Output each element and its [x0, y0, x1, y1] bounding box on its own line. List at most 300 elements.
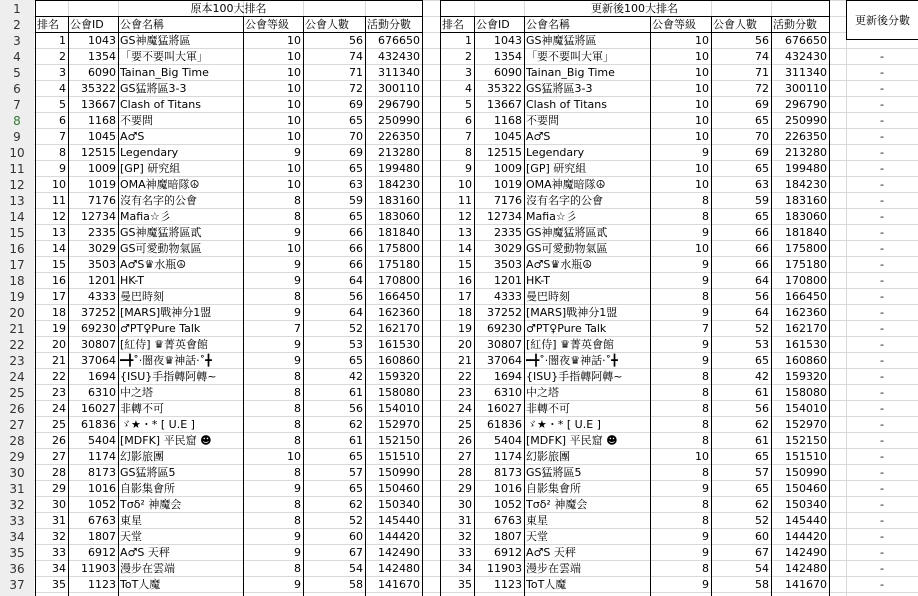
updated-score-cell[interactable]: - — [880, 306, 884, 319]
cell-event-score[interactable]: 161530 — [785, 338, 827, 351]
cell-rank[interactable]: 1 — [465, 34, 472, 47]
cell-guild-name[interactable]: 漫步在雲端 — [526, 562, 581, 575]
cell-guild-name[interactable]: GS神魔猛將區貳 — [120, 226, 202, 239]
cell-guild-name[interactable]: A♂S 天秤 — [120, 546, 170, 559]
cell-guild-level[interactable]: 10 — [695, 98, 709, 111]
updated-score-cell[interactable]: - — [880, 514, 884, 527]
updated-score-cell[interactable]: - — [880, 322, 884, 335]
cell-rank[interactable]: 14 — [458, 242, 472, 255]
cell-rank[interactable]: 13 — [458, 226, 472, 239]
cell-guild-level[interactable]: 9 — [702, 546, 709, 559]
cell-guild-id[interactable]: 1123 — [88, 578, 116, 591]
cell-guild-members[interactable]: 66 — [349, 226, 363, 239]
cell-guild-level[interactable]: 9 — [294, 306, 301, 319]
cell-guild-level[interactable]: 10 — [287, 242, 301, 255]
cell-event-score[interactable]: 152150 — [378, 434, 420, 447]
cell-guild-name[interactable]: Legendary — [526, 146, 585, 159]
cell-guild-name[interactable]: GS神魔猛將區 — [120, 34, 191, 47]
cell-guild-name[interactable]: Tainan_Big Time — [120, 66, 209, 79]
cell-guild-members[interactable]: 66 — [755, 226, 769, 239]
cell-guild-name[interactable]: GS神魔猛將區貳 — [526, 226, 608, 239]
cell-guild-members[interactable]: 66 — [755, 258, 769, 271]
cell-guild-members[interactable]: 58 — [755, 578, 769, 591]
cell-rank[interactable]: 32 — [458, 530, 472, 543]
cell-guild-members[interactable]: 61 — [755, 386, 769, 399]
cell-guild-id[interactable]: 6090 — [494, 66, 522, 79]
cell-rank[interactable]: 34 — [52, 562, 66, 575]
cell-guild-members[interactable]: 42 — [755, 370, 769, 383]
cell-rank[interactable]: 15 — [52, 258, 66, 271]
cell-guild-id[interactable]: 1201 — [88, 274, 116, 287]
cell-guild-members[interactable]: 59 — [349, 194, 363, 207]
cell-guild-level[interactable]: 8 — [702, 370, 709, 383]
cell-event-score[interactable]: 144420 — [785, 530, 827, 543]
cell-guild-id[interactable]: 1354 — [494, 50, 522, 63]
cell-guild-name[interactable]: 幻影旅團 — [120, 450, 164, 463]
updated-score-cell[interactable]: - — [880, 402, 884, 415]
cell-guild-members[interactable]: 52 — [349, 514, 363, 527]
cell-event-score[interactable]: 151510 — [785, 450, 827, 463]
cell-rank[interactable]: 1 — [59, 34, 66, 47]
cell-guild-level[interactable]: 10 — [287, 66, 301, 79]
cell-guild-name[interactable]: 自影集會所 — [120, 482, 175, 495]
cell-event-score[interactable]: 183160 — [785, 194, 827, 207]
cell-event-score[interactable]: 184230 — [378, 178, 420, 191]
cell-guild-members[interactable]: 66 — [349, 242, 363, 255]
updated-score-cell[interactable]: - — [880, 546, 884, 559]
cell-guild-id[interactable]: 35322 — [81, 82, 116, 95]
cell-guild-level[interactable]: 10 — [287, 114, 301, 127]
cell-guild-id[interactable]: 1201 — [494, 274, 522, 287]
cell-guild-name[interactable]: ToT人魔 — [120, 578, 161, 591]
header-guild-level[interactable]: 公會等級 — [245, 18, 289, 31]
cell-guild-members[interactable]: 54 — [755, 562, 769, 575]
cell-guild-members[interactable]: 60 — [755, 530, 769, 543]
cell-guild-members[interactable]: 42 — [349, 370, 363, 383]
cell-rank[interactable]: 22 — [458, 370, 472, 383]
cell-rank[interactable]: 10 — [52, 178, 66, 191]
updated-score-cell[interactable]: - — [880, 290, 884, 303]
cell-guild-name[interactable]: ToT人魔 — [526, 578, 567, 591]
cell-guild-name[interactable]: 天堂 — [120, 530, 142, 543]
cell-guild-name[interactable]: {ISU}手指轉阿轉~ — [526, 370, 623, 383]
cell-event-score[interactable]: 183060 — [785, 210, 827, 223]
cell-event-score[interactable]: 250990 — [785, 114, 827, 127]
cell-guild-name[interactable]: Clash of Titans — [526, 98, 607, 111]
cell-rank[interactable]: 8 — [59, 146, 66, 159]
cell-guild-id[interactable]: 69230 — [81, 322, 116, 335]
updated-score-cell[interactable]: - — [880, 562, 884, 575]
cell-event-score[interactable]: 160860 — [785, 354, 827, 367]
cell-guild-level[interactable]: 9 — [294, 354, 301, 367]
cell-rank[interactable]: 27 — [52, 450, 66, 463]
cell-guild-id[interactable]: 16027 — [487, 402, 522, 415]
cell-guild-name[interactable]: Tσδ² 神魔会 — [526, 498, 588, 511]
cell-guild-id[interactable]: 1694 — [494, 370, 522, 383]
cell-guild-id[interactable]: 1019 — [494, 178, 522, 191]
updated-score-cell[interactable]: - — [880, 578, 884, 591]
cell-event-score[interactable]: 142480 — [378, 562, 420, 575]
row-number[interactable]: 32 — [9, 498, 25, 512]
cell-rank[interactable]: 16 — [458, 274, 472, 287]
cell-guild-members[interactable]: 69 — [349, 146, 363, 159]
updated-score-cell[interactable]: - — [880, 146, 884, 159]
cell-rank[interactable]: 17 — [52, 290, 66, 303]
cell-guild-members[interactable]: 65 — [755, 450, 769, 463]
cell-guild-level[interactable]: 8 — [294, 418, 301, 431]
cell-guild-level[interactable]: 8 — [294, 290, 301, 303]
cell-guild-level[interactable]: 10 — [287, 450, 301, 463]
cell-guild-members[interactable]: 63 — [755, 178, 769, 191]
row-number[interactable]: 4 — [13, 50, 21, 64]
cell-guild-members[interactable]: 64 — [755, 306, 769, 319]
header-guild-members[interactable]: 公會人數 — [305, 18, 349, 31]
cell-guild-id[interactable]: 1043 — [88, 34, 116, 47]
updated-score-cell[interactable]: - — [880, 114, 884, 127]
cell-rank[interactable]: 3 — [465, 66, 472, 79]
row-number[interactable]: 25 — [9, 386, 25, 400]
cell-event-score[interactable]: 175180 — [378, 258, 420, 271]
cell-guild-level[interactable]: 9 — [294, 146, 301, 159]
header-event-score[interactable]: 活動分數 — [367, 18, 411, 31]
updated-score-cell[interactable]: - — [880, 466, 884, 479]
cell-guild-id[interactable]: 30807 — [81, 338, 116, 351]
cell-guild-id[interactable]: 37064 — [487, 354, 522, 367]
cell-guild-members[interactable]: 62 — [755, 418, 769, 431]
cell-event-score[interactable]: 175180 — [785, 258, 827, 271]
cell-event-score[interactable]: 296790 — [378, 98, 420, 111]
cell-guild-level[interactable]: 10 — [695, 242, 709, 255]
cell-guild-level[interactable]: 9 — [294, 226, 301, 239]
cell-guild-id[interactable]: 1174 — [88, 450, 116, 463]
cell-guild-level[interactable]: 9 — [294, 546, 301, 559]
cell-guild-level[interactable]: 9 — [702, 578, 709, 591]
cell-event-score[interactable]: 150460 — [785, 482, 827, 495]
cell-event-score[interactable]: 432430 — [378, 50, 420, 63]
cell-event-score[interactable]: 311340 — [785, 66, 827, 79]
cell-guild-name[interactable]: ━╋˚·闇夜♛神話·˚╋ — [120, 354, 212, 367]
cell-rank[interactable]: 3 — [59, 66, 66, 79]
cell-guild-level[interactable]: 9 — [294, 530, 301, 543]
updated-score-cell[interactable]: - — [880, 194, 884, 207]
cell-event-score[interactable]: 250990 — [378, 114, 420, 127]
cell-rank[interactable]: 17 — [458, 290, 472, 303]
cell-guild-id[interactable]: 6763 — [494, 514, 522, 527]
cell-guild-members[interactable]: 62 — [755, 498, 769, 511]
cell-guild-name[interactable]: A♂S♛水瓶☮ — [120, 258, 187, 271]
row-number[interactable]: 27 — [9, 418, 25, 432]
cell-guild-members[interactable]: 53 — [349, 338, 363, 351]
cell-guild-members[interactable]: 69 — [755, 98, 769, 111]
row-number[interactable]: 11 — [9, 162, 25, 176]
cell-guild-name[interactable]: GS神魔猛將區 — [526, 34, 597, 47]
cell-guild-id[interactable]: 12515 — [487, 146, 522, 159]
cell-rank[interactable]: 18 — [458, 306, 472, 319]
cell-guild-name[interactable]: 曼巴時刻 — [120, 290, 164, 303]
cell-rank[interactable]: 9 — [59, 162, 66, 175]
updated-score-cell[interactable]: - — [880, 66, 884, 79]
cell-guild-members[interactable]: 53 — [755, 338, 769, 351]
cell-guild-name[interactable]: 天堂 — [526, 530, 548, 543]
updated-score-cell[interactable]: - — [880, 178, 884, 191]
cell-guild-members[interactable]: 64 — [349, 306, 363, 319]
updated-score-cell[interactable]: - — [880, 482, 884, 495]
cell-rank[interactable]: 12 — [52, 210, 66, 223]
updated-score-cell[interactable]: - — [880, 258, 884, 271]
cell-guild-id[interactable]: 1045 — [88, 130, 116, 143]
cell-event-score[interactable]: 162170 — [785, 322, 827, 335]
cell-guild-name[interactable]: Mafia☆彡 — [120, 210, 171, 223]
cell-guild-members[interactable]: 65 — [755, 210, 769, 223]
cell-guild-id[interactable]: 6310 — [494, 386, 522, 399]
updated-score-cell[interactable]: - — [880, 498, 884, 511]
row-number[interactable]: 24 — [9, 370, 25, 384]
cell-rank[interactable]: 31 — [458, 514, 472, 527]
cell-guild-level[interactable]: 8 — [702, 562, 709, 575]
updated-score-cell[interactable]: - — [880, 530, 884, 543]
cell-guild-members[interactable]: 60 — [349, 530, 363, 543]
cell-guild-members[interactable]: 62 — [349, 418, 363, 431]
cell-rank[interactable]: 14 — [52, 242, 66, 255]
cell-rank[interactable]: 24 — [52, 402, 66, 415]
cell-guild-name[interactable]: 曼巴時刻 — [526, 290, 570, 303]
cell-event-score[interactable]: 154010 — [378, 402, 420, 415]
row-number[interactable]: 12 — [9, 178, 25, 192]
cell-guild-members[interactable]: 70 — [755, 130, 769, 143]
cell-event-score[interactable]: 166450 — [785, 290, 827, 303]
cell-guild-id[interactable]: 6912 — [494, 546, 522, 559]
header-guild-id[interactable]: 公會ID — [476, 18, 510, 31]
cell-event-score[interactable]: 150340 — [785, 498, 827, 511]
cell-guild-name[interactable]: 非轉不可 — [120, 402, 164, 415]
cell-guild-id[interactable]: 1694 — [88, 370, 116, 383]
cell-guild-members[interactable]: 65 — [349, 114, 363, 127]
cell-guild-members[interactable]: 67 — [755, 546, 769, 559]
cell-event-score[interactable]: 181840 — [378, 226, 420, 239]
cell-guild-level[interactable]: 8 — [702, 194, 709, 207]
cell-guild-name[interactable]: HK-T — [526, 274, 551, 287]
cell-guild-name[interactable]: 中之塔 — [120, 386, 153, 399]
cell-guild-level[interactable]: 8 — [294, 562, 301, 575]
cell-guild-level[interactable]: 9 — [702, 530, 709, 543]
cell-guild-name[interactable]: HK-T — [120, 274, 145, 287]
cell-guild-members[interactable]: 61 — [349, 386, 363, 399]
cell-event-score[interactable]: 175800 — [378, 242, 420, 255]
header-rank[interactable]: 排名 — [37, 18, 59, 31]
cell-guild-id[interactable]: 5404 — [88, 434, 116, 447]
row-number[interactable]: 23 — [9, 354, 25, 368]
cell-event-score[interactable]: 676650 — [378, 34, 420, 47]
cell-rank[interactable]: 29 — [458, 482, 472, 495]
cell-guild-id[interactable]: 1123 — [494, 578, 522, 591]
row-number[interactable]: 3 — [13, 34, 21, 48]
cell-event-score[interactable]: 152970 — [378, 418, 420, 431]
row-number[interactable]: 6 — [13, 82, 21, 96]
updated-score-cell[interactable]: - — [880, 130, 884, 143]
cell-guild-level[interactable]: 10 — [287, 82, 301, 95]
cell-rank[interactable]: 21 — [458, 354, 472, 367]
cell-event-score[interactable]: 175800 — [785, 242, 827, 255]
cell-rank[interactable]: 31 — [52, 514, 66, 527]
cell-rank[interactable]: 15 — [458, 258, 472, 271]
cell-event-score[interactable]: 159320 — [378, 370, 420, 383]
cell-guild-name[interactable]: 東星 — [526, 514, 548, 527]
row-number[interactable]: 26 — [9, 402, 25, 416]
row-number[interactable]: 34 — [9, 530, 25, 544]
cell-guild-level[interactable]: 10 — [287, 130, 301, 143]
cell-guild-members[interactable]: 69 — [349, 98, 363, 111]
cell-guild-members[interactable]: 54 — [349, 562, 363, 575]
cell-guild-members[interactable]: 65 — [755, 482, 769, 495]
cell-guild-members[interactable]: 69 — [755, 146, 769, 159]
cell-rank[interactable]: 20 — [458, 338, 472, 351]
cell-guild-members[interactable]: 65 — [349, 482, 363, 495]
updated-score-cell[interactable]: - — [880, 210, 884, 223]
cell-guild-members[interactable]: 56 — [755, 402, 769, 415]
row-number[interactable]: 30 — [9, 466, 25, 480]
cell-rank[interactable]: 16 — [52, 274, 66, 287]
row-number[interactable]: 15 — [9, 226, 25, 240]
cell-event-score[interactable]: 181840 — [785, 226, 827, 239]
cell-guild-level[interactable]: 9 — [702, 338, 709, 351]
cell-guild-level[interactable]: 10 — [695, 50, 709, 63]
cell-event-score[interactable]: 213280 — [785, 146, 827, 159]
cell-guild-id[interactable]: 7176 — [88, 194, 116, 207]
cell-rank[interactable]: 28 — [52, 466, 66, 479]
cell-guild-members[interactable]: 52 — [755, 322, 769, 335]
cell-guild-id[interactable]: 12734 — [81, 210, 116, 223]
cell-guild-name[interactable]: 東星 — [120, 514, 142, 527]
cell-rank[interactable]: 25 — [52, 418, 66, 431]
cell-guild-members[interactable]: 72 — [349, 82, 363, 95]
cell-event-score[interactable]: 166450 — [378, 290, 420, 303]
cell-guild-id[interactable]: 1019 — [88, 178, 116, 191]
updated-score-box[interactable] — [846, 0, 918, 40]
cell-guild-members[interactable]: 56 — [349, 290, 363, 303]
cell-event-score[interactable]: 162360 — [378, 306, 420, 319]
cell-guild-id[interactable]: 3029 — [88, 242, 116, 255]
updated-score-cell[interactable]: - — [880, 338, 884, 351]
cell-guild-members[interactable]: 56 — [349, 402, 363, 415]
updated-score-cell[interactable]: - — [880, 386, 884, 399]
cell-guild-name[interactable]: 非轉不可 — [526, 402, 570, 415]
cell-rank[interactable]: 18 — [52, 306, 66, 319]
cell-guild-level[interactable]: 9 — [702, 274, 709, 287]
cell-rank[interactable]: 7 — [465, 130, 472, 143]
cell-guild-level[interactable]: 8 — [294, 434, 301, 447]
row-number[interactable]: 7 — [13, 98, 21, 112]
cell-rank[interactable]: 22 — [52, 370, 66, 383]
row-number[interactable]: 35 — [9, 546, 25, 560]
cell-guild-id[interactable]: 3029 — [494, 242, 522, 255]
cell-guild-name[interactable]: 沒有名字的公會 — [120, 194, 197, 207]
cell-guild-members[interactable]: 61 — [755, 434, 769, 447]
cell-guild-level[interactable]: 8 — [702, 434, 709, 447]
cell-guild-level[interactable]: 8 — [702, 418, 709, 431]
cell-guild-name[interactable]: [MARS]戰神分1盟 — [526, 306, 618, 319]
cell-guild-name[interactable]: GS可愛動物氣區 — [120, 242, 202, 255]
row-number[interactable]: 33 — [9, 514, 25, 528]
updated-score-cell[interactable]: - — [880, 242, 884, 255]
cell-guild-id[interactable]: 3503 — [88, 258, 116, 271]
cell-guild-members[interactable]: 65 — [349, 162, 363, 175]
cell-event-score[interactable]: 300110 — [378, 82, 420, 95]
cell-rank[interactable]: 2 — [465, 50, 472, 63]
cell-guild-id[interactable]: 61836 — [81, 418, 116, 431]
cell-event-score[interactable]: 150990 — [378, 466, 420, 479]
updated-score-cell[interactable]: - — [880, 50, 884, 63]
cell-guild-name[interactable]: 不要問 — [120, 114, 153, 127]
cell-rank[interactable]: 29 — [52, 482, 66, 495]
cell-guild-id[interactable]: 8173 — [88, 466, 116, 479]
cell-guild-name[interactable]: A♂S 天秤 — [526, 546, 576, 559]
header-guild-name[interactable]: 公會名稱 — [120, 18, 164, 31]
cell-guild-members[interactable]: 65 — [755, 162, 769, 175]
cell-rank[interactable]: 26 — [52, 434, 66, 447]
cell-event-score[interactable]: 183060 — [378, 210, 420, 223]
cell-rank[interactable]: 11 — [52, 194, 66, 207]
cell-event-score[interactable]: 162360 — [785, 306, 827, 319]
row-number[interactable]: 19 — [9, 290, 25, 304]
cell-guild-name[interactable]: ♂PT♀Pure Talk — [526, 322, 607, 335]
cell-guild-name[interactable]: GS猛將區3-3 — [120, 82, 187, 95]
cell-guild-id[interactable]: 1043 — [494, 34, 522, 47]
cell-guild-level[interactable]: 10 — [695, 130, 709, 143]
cell-guild-id[interactable]: 1052 — [494, 498, 522, 511]
cell-rank[interactable]: 12 — [458, 210, 472, 223]
cell-event-score[interactable]: 158080 — [785, 386, 827, 399]
cell-guild-level[interactable]: 9 — [702, 146, 709, 159]
cell-guild-name[interactable]: ゞ★・* [ U.E ] — [120, 418, 195, 431]
cell-guild-level[interactable]: 8 — [294, 466, 301, 479]
cell-event-score[interactable]: 676650 — [785, 34, 827, 47]
cell-rank[interactable]: 32 — [52, 530, 66, 543]
cell-guild-level[interactable]: 8 — [294, 402, 301, 415]
cell-guild-name[interactable]: A♂S♛水瓶☮ — [526, 258, 593, 271]
cell-guild-name[interactable]: 「要不要叫大軍」 — [120, 50, 208, 63]
updated-score-cell[interactable]: - — [880, 434, 884, 447]
cell-rank[interactable]: 19 — [458, 322, 472, 335]
cell-guild-members[interactable]: 57 — [755, 466, 769, 479]
cell-guild-id[interactable]: 2335 — [88, 226, 116, 239]
cell-guild-id[interactable]: 12515 — [81, 146, 116, 159]
cell-guild-level[interactable]: 8 — [702, 514, 709, 527]
cell-rank[interactable]: 30 — [52, 498, 66, 511]
cell-event-score[interactable]: 150990 — [785, 466, 827, 479]
updated-score-cell[interactable]: - — [880, 226, 884, 239]
cell-event-score[interactable]: 213280 — [378, 146, 420, 159]
cell-rank[interactable]: 20 — [52, 338, 66, 351]
cell-event-score[interactable]: 199480 — [785, 162, 827, 175]
header-rank[interactable]: 排名 — [442, 18, 464, 31]
cell-guild-id[interactable]: 37064 — [81, 354, 116, 367]
updated-score-cell[interactable]: - — [880, 162, 884, 175]
cell-guild-name[interactable]: Tσδ² 神魔会 — [120, 498, 182, 511]
cell-event-score[interactable]: 152150 — [785, 434, 827, 447]
cell-guild-id[interactable]: 7176 — [494, 194, 522, 207]
cell-guild-level[interactable]: 8 — [702, 290, 709, 303]
cell-guild-id[interactable]: 30807 — [487, 338, 522, 351]
cell-event-score[interactable]: 161530 — [378, 338, 420, 351]
row-number[interactable]: 17 — [9, 258, 25, 272]
cell-guild-level[interactable]: 9 — [294, 338, 301, 351]
cell-event-score[interactable]: 142490 — [785, 546, 827, 559]
cell-guild-id[interactable]: 1807 — [88, 530, 116, 543]
cell-guild-id[interactable]: 1354 — [88, 50, 116, 63]
cell-guild-id[interactable]: 1807 — [494, 530, 522, 543]
cell-event-score[interactable]: 226350 — [785, 130, 827, 143]
cell-guild-name[interactable]: GS猛將區3-3 — [526, 82, 593, 95]
